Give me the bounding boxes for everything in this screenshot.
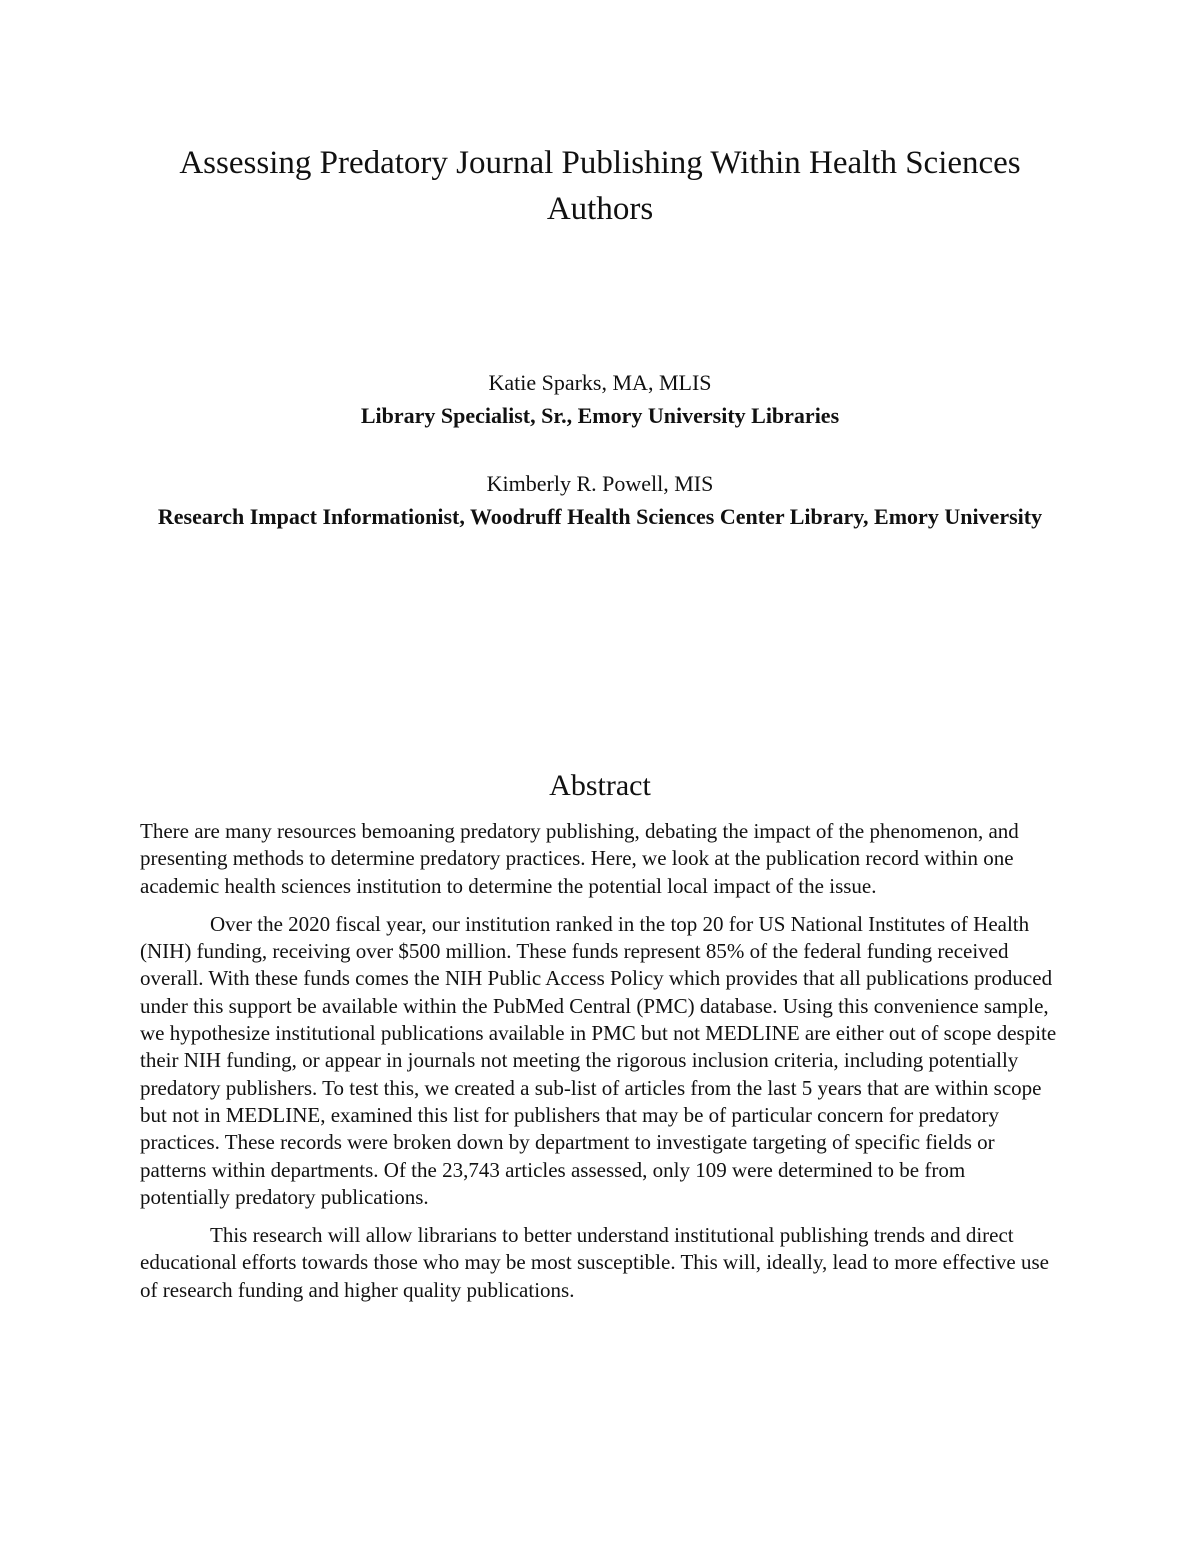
abstract-paragraph: There are many resources bemoaning predatory publishing, debating the impact of the phenomenon, and presenting methods to determine predatory practices. Here, we look at the publication record within one academic health sciences institution to determine the potential local impact of the issue. xyxy=(140,819,1019,898)
abstract-paragraph: Over the 2020 fiscal year, our institution ranked in the top 20 for US National Institutes of Health (NIH) funding, receiving over $500 million. These funds represent 85% of the federal funding received overall. With these funds comes the NIH Public Access Policy which provides that all publications produced under this support be available within the PubMed Central (PMC) database. Using this convenience sample, we hypothesize institutional publications available in PMC but not MEDLINE are either out of scope despite their NIH funding, or appear in journals not meeting the rigorous inclusion criteria, including potentially predatory publishers. To test this, we created a sub-list of articles from the last 5 years that are within scope but not in MEDLINE, examined this list for publishers that may be of particular concern for predatory practices. These records were broken down by department to investigate targeting of specific fields or patterns within departments. Of the 23,743 articles assessed, only 109 were determined to be from potentially predatory publications. xyxy=(140,911,1057,1209)
document-title: Assessing Predatory Journal Publishing Within Health Sciences Authors xyxy=(179,145,1021,227)
author-name: Katie Sparks, MA, MLIS xyxy=(488,370,712,395)
author-name: Kimberly R. Powell, MIS xyxy=(486,471,714,496)
author-affiliation: Research Impact Informationist, Woodruff Health Sciences Center Library, Emory University xyxy=(157,504,1043,529)
abstract-paragraph: This research will allow librarians to better understand institutional publishing trends and direct educational efforts towards those who may be most susceptible. This will, ideally, lead to more effective use of research funding and higher quality publications. xyxy=(140,1223,1049,1302)
author-list xyxy=(140,366,1060,533)
abstract-body xyxy=(140,818,1060,1315)
abstract-heading: Abstract xyxy=(549,769,651,802)
author-entry xyxy=(140,366,1060,432)
author-entry xyxy=(140,467,1060,533)
author-affiliation: Library Specialist, Sr., Emory University Libraries xyxy=(360,403,840,428)
